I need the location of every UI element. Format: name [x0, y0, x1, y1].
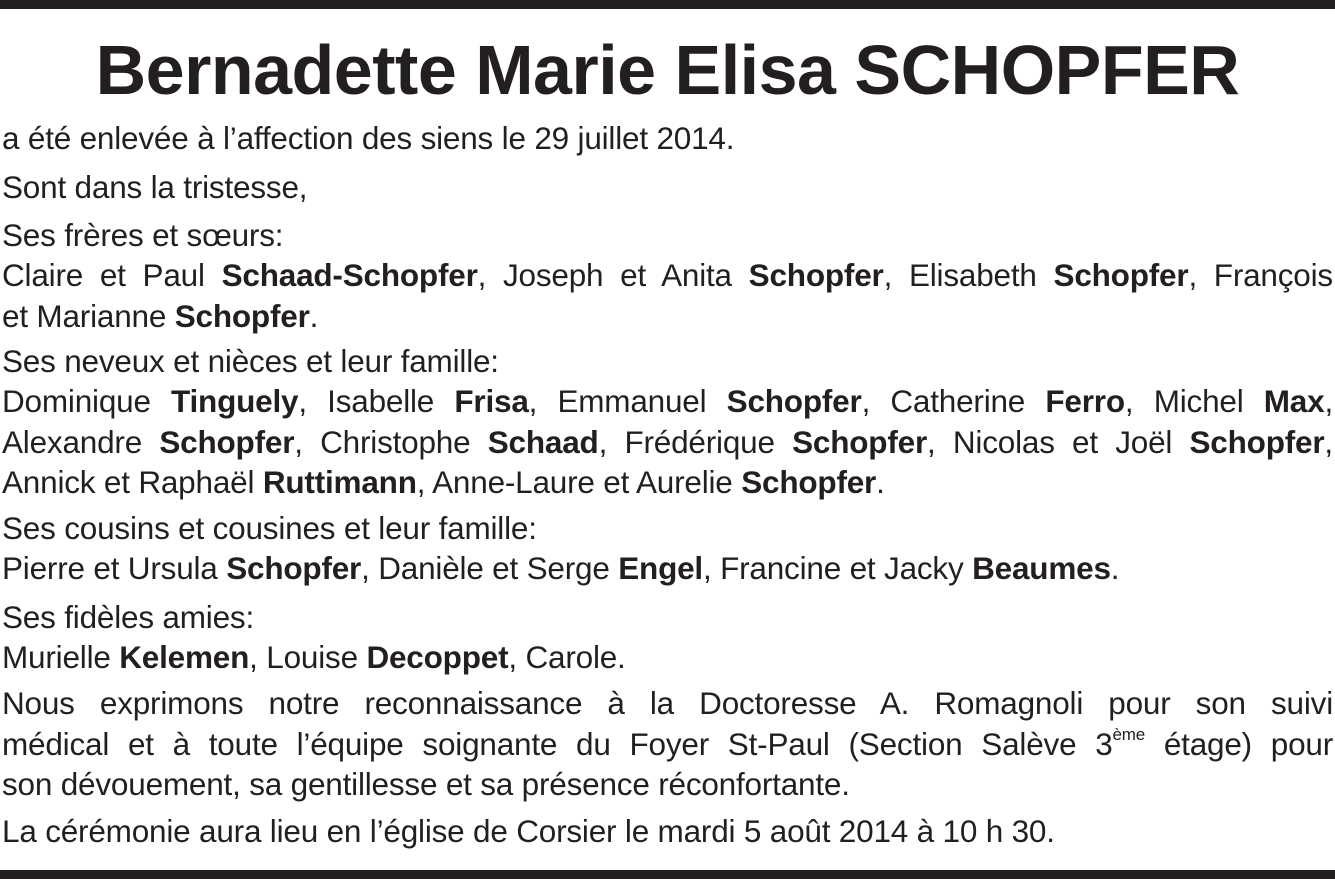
bottom-rule: [0, 870, 1335, 879]
death-announcement: a été enlevée à l’affection des siens le 29 juillet 2014.: [2, 120, 735, 156]
siblings-list: Claire et Paul Schaad-Schopfer, Joseph et Anita Schopfer, Elisabeth Schopfer, François et Marianne Schopfer.: [2, 257, 1333, 334]
cousins-list: Pierre et Ursula Schopfer, Danièle et Serge Engel, Francine et Jacky Beaumes.: [2, 550, 1120, 586]
mourning-intro: Sont dans la tristesse,: [2, 169, 308, 205]
top-rule: [0, 0, 1335, 9]
friends-heading: Ses fidèles amies:: [2, 599, 255, 635]
cousins-heading: Ses cousins et cousines et leur famille:: [2, 510, 537, 546]
nephews-list: Dominique Tinguely, Isabelle Frisa, Emmanuel Schopfer, Catherine Ferro, Michel Max, Alexandre Schopfer, Christophe Schaad, Frédérique Schopfer, Nicolas et Joël Schopfer, Annick et Raphaël Ruttimann, Anne-Laure et Aurelie Schopfer.: [2, 383, 1333, 500]
friends-list: Murielle Kelemen, Louise Decoppet, Carole.: [2, 639, 626, 675]
deceased-name: Bernadette Marie Elisa SCHOPFER: [95, 31, 1240, 109]
thanks-paragraph: Nous exprimons notre reconnaissance à la Doctoresse A. Romagnoli pour son suivi médical et à toute l’équipe soignante du Foyer St-Paul (Section Salève 3ème étage) pour son dévouement, sa gentillesse et sa présence réconfortante.: [2, 685, 1333, 802]
nephews-heading: Ses neveux et nièces et leur famille:: [2, 343, 499, 379]
siblings-heading: Ses frères et sœurs:: [2, 217, 284, 253]
ceremony-notice: La cérémonie aura lieu en l’église de Corsier le mardi 5 août 2014 à 10 h 30.: [2, 813, 1055, 849]
